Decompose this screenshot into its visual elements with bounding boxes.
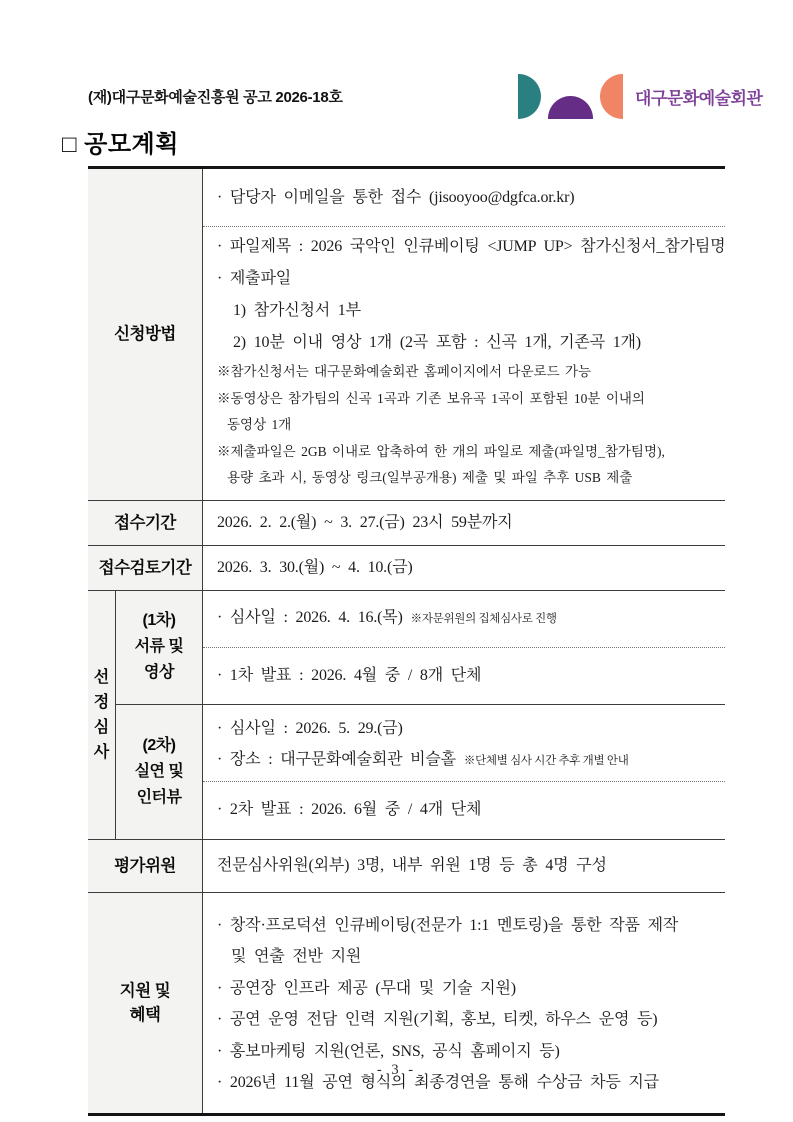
selection-round2 xyxy=(116,704,725,839)
round1-label-line: 영상 xyxy=(144,664,174,681)
note-line: 동영상 1개 xyxy=(227,417,292,432)
round1-label-line: 서류 및 xyxy=(134,638,184,655)
table-row-support xyxy=(88,892,725,1113)
row-label-review-period: 접수검토기간 xyxy=(88,546,203,590)
review-period-content xyxy=(203,546,725,590)
logo-orange-half-circle-icon xyxy=(600,74,623,119)
round1-exam-date: · 심사일 : 2026. 4. 16.(목) xyxy=(217,609,403,626)
support-label-line: 지원 및 xyxy=(119,981,171,1000)
support-label-line: 혜택 xyxy=(129,1005,161,1024)
plan-table xyxy=(88,166,725,1116)
text-line: 전문심사위원(외부) 3명, 내부 위원 1명 등 총 4명 구성 xyxy=(217,856,607,874)
round2-label-line: 실연 및 xyxy=(134,762,184,780)
page-number: - 3 - xyxy=(376,1062,417,1078)
round1-label xyxy=(116,591,203,704)
text-line: · 2026년 11월 공연 형식의 최종경연을 통해 수상금 차등 지급 xyxy=(217,1074,659,1091)
selection-rounds xyxy=(116,591,725,839)
logo-teal-half-circle-icon xyxy=(518,74,541,119)
text-line: 및 연출 전반 지원 xyxy=(231,948,362,965)
round2-label-line: (2차) xyxy=(142,736,176,754)
row-label-support xyxy=(88,893,203,1113)
text-line xyxy=(217,744,725,777)
text-line: 1) 참가신청서 1부 xyxy=(233,302,361,319)
round2-content xyxy=(203,705,725,839)
round1-content xyxy=(203,591,725,704)
logo-purple-dome-icon xyxy=(548,96,593,119)
round2-place-note: ※단체별 심사 시간 추후 개별 안내 xyxy=(463,754,629,767)
text-line: · 공연장 인프라 제공 (무대 및 기술 지원) xyxy=(217,979,516,997)
text-line: 2026. 2. 2.(월) ~ 3. 27.(금) 23시 59분까지 xyxy=(217,513,513,531)
note-line: 용량 초과 시, 동영상 링크(일부공개용) 제출 및 파일 추후 USB 제출 xyxy=(227,470,633,485)
row-label-committee: 평가위원 xyxy=(88,840,203,892)
committee-content xyxy=(203,840,725,892)
apply-block-email xyxy=(203,169,725,226)
application-period-content xyxy=(203,501,725,545)
note-line: ※제출파일은 2GB 이내로 압축하여 한 개의 파일로 제출(파일명_참가팀명), xyxy=(217,443,665,459)
text-line: · 제출파일 xyxy=(217,270,291,287)
logo-mark xyxy=(518,74,623,119)
text-line xyxy=(217,602,725,635)
text-line: · 심사일 : 2026. 5. 29.(금) xyxy=(217,719,403,737)
text-line: · 파일제목 : 2026 국악인 인큐베이팅 <JUMP UP> 참가신청서_참가팀명 xyxy=(217,238,726,255)
text-line: · 2차 발표 : 2026. 6월 중 / 4개 단체 xyxy=(217,801,482,818)
note-line: ※참가신청서는 대구문화예술회관 홈페이지에서 다운로드 가능 xyxy=(217,364,592,379)
vertical-label-char: 정 xyxy=(93,693,110,711)
round2-label-line: 인터뷰 xyxy=(136,788,182,806)
selection-round1 xyxy=(116,591,725,704)
row-label-selection-vertical xyxy=(88,591,116,839)
vertical-label-char: 사 xyxy=(93,743,110,761)
note-line: ※동영상은 참가팀의 신곡 1곡과 기존 보유곡 1곡이 포함된 10분 이내의 xyxy=(217,390,645,406)
daegu-arts-center-logo xyxy=(518,74,762,119)
apply-block-files xyxy=(203,227,725,500)
notice-number: (재)대구문화예술진흥원 공고 2026-18호 xyxy=(88,89,343,106)
row-label-apply-method: 신청방법 xyxy=(88,169,203,500)
page-title: □ 공모계획 xyxy=(62,131,179,158)
round1-label-line: (1차) xyxy=(142,612,176,629)
text-line: 2026. 3. 30.(월) ~ 4. 10.(금) xyxy=(217,558,413,576)
table-row-apply-method xyxy=(88,169,725,500)
vertical-label-char: 선 xyxy=(93,668,110,686)
table-row-review-period xyxy=(88,545,725,590)
text-line: · 홍보마케팅 지원(언론, SNS, 공식 홈페이지 등) xyxy=(217,1042,560,1060)
apply-method-content xyxy=(203,169,725,500)
support-content xyxy=(203,893,725,1113)
text-line: 2) 10분 이내 영상 1개 (2곡 포함 : 신곡 1개, 기존곡 1개) xyxy=(233,334,641,351)
logo-wordmark: 대구문화예술회관 xyxy=(635,89,763,108)
text-line: · 공연 운영 전담 인력 지원(기획, 홍보, 티켓, 하우스 운영 등) xyxy=(217,1011,658,1028)
text-line: · 1차 발표 : 2026. 4월 중 / 8개 단체 xyxy=(217,666,482,684)
vertical-label-char: 심 xyxy=(93,718,110,736)
text-line: · 담당자 이메일을 통한 접수 (jisooyoo@dgfca.or.kr) xyxy=(217,188,575,206)
round2-label xyxy=(116,705,203,839)
row-label-application-period: 접수기간 xyxy=(88,501,203,545)
text-line: · 창작·프로덕션 인큐베이팅(전문가 1:1 멘토링)을 통한 작품 제작 xyxy=(217,916,679,934)
table-row-application-period xyxy=(88,500,725,545)
table-row-selection xyxy=(88,590,725,839)
round2-place: · 장소 : 대구문화예술회관 비슬홀 xyxy=(217,750,456,768)
round1-exam-note: ※자문위원의 집체심사로 진행 xyxy=(410,613,557,625)
table-row-committee xyxy=(88,839,725,892)
